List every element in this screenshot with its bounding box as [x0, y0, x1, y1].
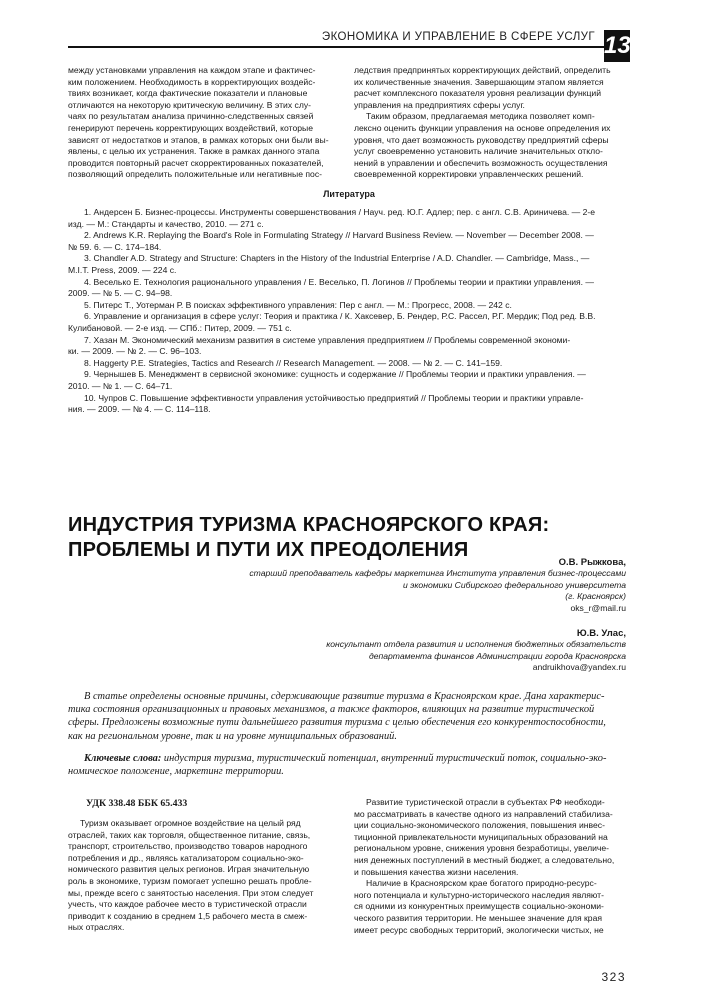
keywords-label: Ключевые слова:: [84, 753, 162, 764]
text-line: имеет ресурс свободных территорий, экологически чистых, не: [354, 924, 604, 935]
reference-line: 6. Управление и организация в сфере услуг: Теория и практика / К. Хаксевер, Б. Рендер, Р.С. Рассел, Р.Г. Мердик; Под ред. В.В.: [84, 311, 596, 322]
affiliation-line: департамента финансов Администрации города Красноярска: [368, 650, 626, 661]
reference-item: [68, 358, 626, 370]
text-line: ким положением. Необходимость в корректирующих воздейс-: [68, 76, 316, 87]
reference-line: изд. — М.: Стандарты и качество, 2010. — 271 с.: [68, 218, 264, 229]
top-right-paragraph-2: [354, 111, 626, 181]
keywords-text-2: номическое положение, маркетинг территории.: [68, 766, 284, 778]
reference-line: 10. Чупров С. Повышение эффективности управления устойчивостью предприятий // Проблемы теории и практики управле-: [84, 392, 584, 403]
text-line: лексно оценить функции управления на основе определения их: [354, 122, 611, 133]
article-title-line-2: ПРОБЛЕМЫ И ПУТИ ИХ ПРЕОДОЛЕНИЯ: [68, 539, 469, 561]
abstract-line: В статье определены основные причины, сдерживающие развитие туризма в Красноярском крае. Дана характерис-: [84, 691, 605, 702]
reference-line: 9. Чернышев Б. Менеджмент в сервисной экономике: сущность и содержание // Проблемы теории и практики управления. —: [84, 369, 586, 380]
text-line: расчет комплексного показателя уровня реализации функций: [354, 88, 602, 99]
affiliation-line: старший преподаватель кафедры маркетинга Института управления бизнес-процессами: [249, 568, 626, 579]
references-heading: Литература: [323, 189, 375, 199]
text-line: Таким образом, предлагаемая методика позволяет комп-: [366, 111, 595, 122]
text-line: номического развития целых регионов. Играя значительную: [68, 864, 310, 875]
author-2-block: [326, 628, 626, 674]
text-line: мы, прежде всего с занятостью населения. При этом следует: [68, 887, 314, 898]
reference-line: Кулибановой. — 2-е изд. — СПб.: Питер, 2009. — 751 с.: [68, 322, 292, 333]
affiliation-line: и экономики Сибирского федерального университета: [402, 579, 626, 590]
text-line: ния денежных поступлений в местный бюджет, а следовательно,: [354, 854, 615, 865]
reference-item: [68, 311, 626, 334]
reference-item: [68, 207, 626, 230]
reference-line: 5. Питерс Т., Уотерман Р. В поисках эффективного управления: Пер с англ. — М.: Прогресс, 2008. — 242 с.: [84, 299, 512, 310]
text-line: между установками управления на каждом этапе и фактичес-: [68, 65, 316, 75]
text-line: ных отраслях.: [68, 922, 125, 933]
running-header: ЭКОНОМИКА И УПРАВЛЕНИЕ В СФЕРЕ УСЛУГ: [321, 31, 595, 43]
author-1-affiliation: [249, 568, 626, 602]
author-1-name: О.В. Рыжкова,: [558, 557, 626, 568]
references-list: [68, 207, 626, 416]
reference-item: [68, 253, 626, 276]
abstract-line: тика состояния организационных и правовых механизмов, а также факторов, влияющих на развитие туристической: [68, 704, 595, 716]
text-line: своевременной корректировки управленческих решений.: [354, 169, 584, 180]
text-line: учесть, что каждое рабочее место в туристической отрасли: [68, 899, 307, 910]
reference-line: 8. Haggerty P.E. Strategies, Tactics and Research // Research Management. — 2008. — № 2. — С. 141–159.: [84, 357, 503, 368]
text-line: региональном уровне, снижения уровня безработицы, увеличе-: [354, 843, 610, 854]
text-line: Развитие туристической отрасли в субъектах РФ необходи-: [366, 797, 605, 807]
abstract: [68, 690, 626, 743]
reference-line: 2010. — № 1. — С. 64–71.: [68, 380, 173, 391]
reference-line: 7. Хазан М. Экономический механизм развития в системе управления предприятием // Проблемы современной экономи-: [84, 334, 571, 345]
text-line: ции социально-экономического положения, повышения инвес-: [354, 820, 605, 831]
text-line: Наличие в Красноярском крае богатого природно-ресурс-: [366, 878, 597, 889]
keywords: [68, 752, 626, 778]
reference-line: M.I.T. Press, 2009. — 224 с.: [68, 264, 177, 275]
top-right-column: [354, 65, 626, 181]
text-line: ледствия предпринятых корректирующих действий, определить: [354, 65, 611, 75]
page-number: 323: [601, 970, 626, 984]
header-rule: [68, 46, 630, 48]
reference-item: [68, 277, 626, 300]
article-title: [68, 513, 630, 563]
reference-line: ния. — 2009. — № 4. — С. 114–118.: [68, 404, 211, 415]
abstract-line: сферы. Предложены возможные пути дальнейшего развития туризма с целью обеспечения его конкурентоспособности,: [68, 717, 606, 729]
reference-line: 2009. — № 5. — С. 94–98.: [68, 288, 173, 299]
reference-line: № 59. 6. — С. 174–184.: [68, 241, 162, 252]
abstract-line: как на региональном уровне, так и на уровне муниципальных образований.: [68, 730, 397, 742]
author-1-email: oks_r@mail.ru: [570, 602, 626, 613]
top-left-column: [68, 65, 341, 181]
article-title-line-1: ИНДУСТРИЯ ТУРИЗМА КРАСНОЯРСКОГО КРАЯ:: [68, 514, 550, 536]
text-line: чаях по результатам анализа причинно-следственных связей: [68, 111, 314, 122]
text-line: проводится повторный расчет скорректированных показателей,: [68, 157, 324, 168]
text-line: зависят от недостатков и этапов, в рамках которых они были вы-: [68, 134, 329, 145]
reference-item: [68, 230, 626, 253]
bottom-left-column: [68, 818, 341, 934]
reference-line: 1. Андерсен Б. Бизнес-процессы. Инструменты совершенствования / Науч. ред. Ю.Г. Адлер; пер. с англ. С.В. Ариничева. — 2-е: [84, 207, 596, 217]
reference-item: [68, 393, 626, 416]
bottom-right-paragraph-1: [354, 797, 626, 878]
reference-item: [68, 300, 626, 312]
author-2-affiliation: [326, 639, 626, 662]
text-line: отличаются на некоторую критическую величину. В этих слу-: [68, 99, 311, 110]
text-line: приводит к созданию в среднем 1,5 рабочего места в смеж-: [68, 910, 308, 921]
author-2-email: andruikhova@yandex.ru: [532, 662, 626, 673]
reference-line: ки. — 2009. — № 2. — С. 96–103.: [68, 346, 202, 357]
text-line: управления на предприятиях сферы услуг.: [354, 99, 525, 110]
text-line: роль в экономике, туризм помогает успешно решать пробле-: [68, 875, 312, 886]
text-line: Туризм оказывает огромное воздействие на целый ряд: [80, 818, 301, 828]
udk-code: УДК 338.48 ББК 65.433: [86, 798, 188, 809]
affiliation-line: (г. Красноярск): [565, 591, 626, 602]
text-line: потребления и др., являясь катализатором социально-эко-: [68, 852, 304, 863]
top-left-paragraph: [68, 65, 341, 181]
reference-item: [68, 335, 626, 358]
text-line: транспорт, строительство, производство товаров народного: [68, 841, 308, 852]
issue-badge: 13: [604, 30, 630, 62]
text-line: уровня, что дает возможность руководству предприятий сферы: [354, 134, 609, 145]
reference-line: 2. Andrews K.R. Replaying the Board's Role in Formulating Strategy // Harvard Business Review. — November — December 2008. —: [84, 230, 594, 241]
text-line: тиционной привлекательности муниципальных образований на: [354, 831, 608, 842]
bottom-right-column: [354, 797, 626, 936]
text-line: отраслей, таких как торговля, общественное питание, связь,: [68, 829, 311, 840]
author-1-block: [249, 557, 626, 614]
text-line: ческого развития территории. Не меньшее значение для края: [354, 912, 603, 923]
bottom-right-paragraph-2: [354, 878, 626, 936]
text-line: услуг своевременно установить наличие значительных откло-: [354, 146, 603, 157]
text-line: и повышения качества жизни населения.: [354, 866, 519, 877]
keywords-text-1: индустрия туризма, туристический потенциал, внутренний туристический поток, социально-эко-: [161, 753, 607, 764]
text-line: нений в управлении и обеспечить возможность осуществления: [354, 157, 608, 168]
reference-line: 3. Chandler A.D. Strategy and Structure: Chapters in the History of the Industrial Enterprise / A.D. Chandler. — Cambridge, Mass., —: [84, 253, 590, 264]
bottom-left-paragraph: [68, 818, 341, 934]
text-line: твиях возникает, когда фактические показатели и плановые: [68, 88, 308, 99]
author-2-name: Ю.В. Улас,: [576, 628, 626, 639]
text-line: ся одними из конкурентных преимуществ социально-экономи-: [354, 901, 604, 912]
text-line: ного потенциала и культурно-исторического наследия являют-: [354, 889, 604, 900]
reference-line: 4. Веселько Е. Технология рационального управления / Е. Веселько, П. Логинов // Проблемы теории и практики управления. —: [84, 276, 595, 287]
top-right-paragraph-1: [354, 65, 626, 111]
text-line: позволяющий определить положительные или негативные пос-: [68, 169, 322, 180]
text-line: мо рассматривать в качестве одного из направлений стабилиза-: [354, 808, 613, 819]
text-line: явлены, с целью их устранения. Также в рамках данного этапа: [68, 146, 320, 157]
text-line: их количественные значения. Завершающим этапом является: [354, 76, 604, 87]
reference-item: [68, 369, 626, 392]
text-line: генерируют перечень корректирующих воздействий, которые: [68, 122, 313, 133]
affiliation-line: консультант отдела развития и исполнения бюджетных обязательств: [326, 639, 626, 650]
